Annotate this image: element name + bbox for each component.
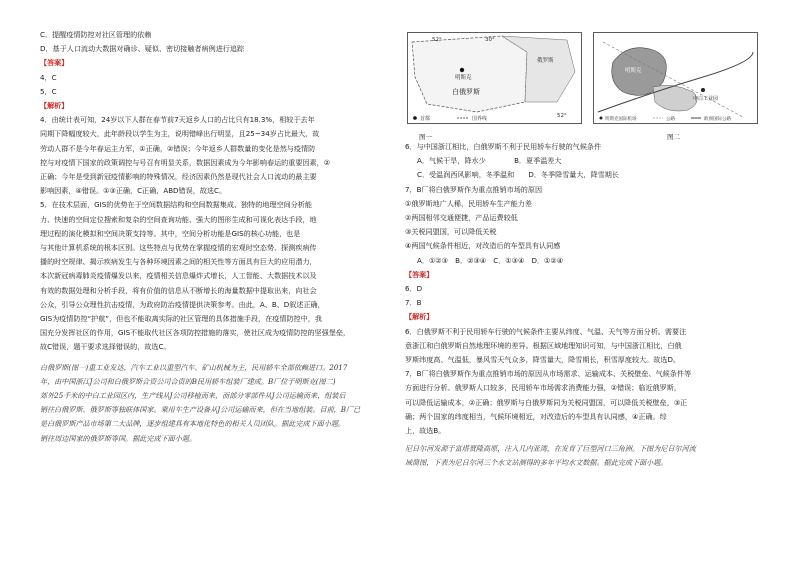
question-7-options: A．①②③ B．②③④ C．①③④ D．①②④ — [417, 255, 564, 265]
belarus-border — [412, 36, 527, 112]
analysis-line: 正确；今年是受到新冠疫情影响的特殊情况，经济因素仍然是现代社会人口流动的最主要 — [40, 172, 317, 182]
city-label: 明斯克 — [455, 75, 472, 81]
right-column — [405, 28, 755, 471]
analysis-line: GIS为疫情防控“护航”，但也不能取离实际的社区管理的具体措施手段，在疫情防控中，我 — [40, 314, 322, 324]
airport-dot — [701, 88, 705, 92]
analysis-line: 确；两个国家的纬度相当，气候环境相近，对改造后的车型具有认同感，④正确。综 — [405, 411, 667, 421]
analysis-line: 与其他计算机系统的根本区别。这些特点与优势在掌握疫情的宏观时空态势、探测疾病传 — [40, 243, 317, 253]
park-label: 中白工业园 — [693, 96, 719, 102]
question-6: 6．与中国浙江相比，白俄罗斯不利于民用轿车行驶的气候条件 — [405, 142, 602, 151]
analysis-line: 6．白俄罗斯不利于民用轿车行驶的气候条件主要从纬度、气温、天气等方面分析。需要注 — [405, 326, 687, 336]
passage-line: 白俄罗斯(图一)重工业发达，汽车工业以重型汽车、矿山机械为主，民用轿车全部依赖进口。2017 — [40, 362, 348, 372]
analysis-heading: 【解析】 — [405, 312, 434, 322]
legend-capital-icon — [413, 116, 417, 120]
passage-line: 域简图，下表为尼日尔河三个水文站测得的多年平均水文数据。据此完成下面小题。 — [405, 458, 668, 468]
city-map-label: 明斯克 — [625, 68, 642, 74]
figure-2-map — [593, 32, 758, 124]
question-6-options-ab: A．气候干旱，降水少 B．夏季温差大 — [417, 156, 562, 166]
figure-1-map — [407, 32, 582, 124]
minsk-dot — [460, 68, 464, 72]
option-c: C．提醒疫情防控对社区管理的依赖 — [40, 30, 152, 39]
analysis-line: 影响因素，④错误。①③正确，C正确，ABD错误，故选C。 — [40, 186, 227, 196]
analysis-line: 公众，引导公众理性抗击疫情，为政府防治疫情提供决策参考。由此，A、B、D叙述正确， — [40, 299, 325, 309]
answer-7: 7．B — [405, 298, 422, 308]
question-7-item: ②两国相邻交通便捷，产品运费较低 — [405, 213, 518, 223]
analysis-line: 可以降低运输成本，②正确；俄罗斯与白俄罗斯同为关税同盟国，可以降低关税壁垒，③正 — [405, 397, 688, 407]
analysis-line: 7．B厂将白俄罗斯作为重点推销市场的原因从市场需求、运输成本、关税壁垒、气候条件等 — [405, 369, 692, 379]
country-label: 白俄罗斯 — [452, 88, 480, 96]
passage-line: 销往白俄罗斯、俄罗斯等独联体国家。乘用车生产设备从J公司运输而来，但在当地组装。目前，B厂已 — [40, 405, 361, 415]
analysis-line: 意浙江和白俄罗斯自然地理环境的差异。根据区域地理知识可知，与中国浙江相比，白俄 — [405, 340, 682, 350]
lon-top-label: 30° — [485, 37, 495, 43]
passage-line: 尼日尔河发源于富塔贾隆高原，注入几内亚湾，在发育了巨型河口三角洲。下图为尼日尔河流 — [405, 444, 696, 454]
neighbor-label: 俄罗斯 — [537, 58, 554, 64]
question-7-item: ①俄罗斯地广人稀，民用轿车生产能力差 — [405, 198, 532, 208]
analysis-line: 同期下降幅度较大，此年龄段以学生为主，说明错峰出行明显，且25~34岁占比最大，故 — [40, 129, 320, 139]
passage-line: 郊外25千米的中白工业园区内，生产线从J公司移植而来，而部分零部件从J公司运输而来，组装后 — [40, 391, 346, 401]
analysis-line: 上，故选B。 — [405, 426, 446, 436]
analysis-line: 播的时空规律、揭示疾病发生与各种环境因素之间的相关性等方面具有巨大的应用潜力， — [40, 257, 317, 267]
option-d: D．基于人口流动大数据对确诊、疑似、密切接触者病例进行追踪 — [40, 44, 245, 54]
answer-heading: 【答案】 — [40, 58, 69, 68]
figures-area — [405, 28, 755, 140]
legend-border-label: 国界线 — [472, 116, 488, 122]
analysis-line: 劳动人群不是今年春运主力军，①正确，②错误；今年返乡人群数量的变化是然与疫情防 — [40, 143, 316, 153]
answer-4: 4．C — [40, 72, 57, 82]
left-column — [40, 28, 390, 446]
question-7: 7．B厂将白俄罗斯作为重点推销市场的原因 — [405, 184, 543, 194]
legend-rail-label: 欧洲国际公路 — [704, 117, 731, 122]
analysis-line: 本次新冠病毒肺炎疫情爆发以来，疫情相关信息爆炸式增长，人工智能、大数据技术以及 — [40, 271, 317, 281]
question-6-options-cd: C．受温润西风影响，冬季温和 D．冬季降雪量大，降雪期长 — [417, 170, 619, 180]
analysis-line: 有效的数据处理和分析手段，将有价值的信息从不断增长的海量数据中提取出来，向社会 — [40, 285, 317, 295]
lat-top-label: 52° — [432, 37, 442, 43]
analysis-line: 罗斯纬度高、气温低，暴风雪天气众多，降雪量大，降雪期长，积雪厚度较大。故选D。 — [405, 355, 681, 365]
passage-line: 销往周边国家的俄罗斯等国。据此完成下面小题。 — [40, 433, 197, 443]
figure-2-caption: 图二 — [667, 133, 680, 141]
legend-capital-label: 首都 — [420, 116, 431, 122]
analysis-line: 5．在技术层面，GIS的优势在于空间数据结构和空间数据集成、独特的地理空间分析能 — [40, 200, 312, 210]
analysis-line: 4．由统计表可知，24岁以下人群在春节前7天返乡人口的占比只有18.3%，相较于去年 — [40, 115, 315, 125]
analysis-heading: 【解析】 — [40, 101, 69, 111]
analysis-line: 故C错误，题干要求选择错误的，故选C。 — [40, 342, 171, 352]
legend-airport-icon — [600, 117, 603, 120]
passage-line: 年，由中国浙江J公司和白俄罗斯合资公司合资的B民用轿车组装厂建成。B厂位于明斯克(图二) — [40, 376, 336, 386]
question-7-item: ④两国气候条件相近，对改造后的车型具有认同感 — [405, 241, 561, 251]
legend-airport-label: 明斯克国际机场 — [605, 117, 637, 122]
analysis-line: 控与对疫情下国家的政策调控与号召有明显关系，数据因素成为今年影响春运的重要因素，② — [40, 157, 331, 167]
answer-6: 6．D — [405, 284, 423, 294]
answer-heading: 【答案】 — [405, 269, 434, 279]
passage-line: 是白俄罗斯产品市场第二大品牌，逐步组建具有本地化特色的相关人员团队。据此完成下面小题。 — [40, 419, 346, 429]
legend-road-label: 公路 — [666, 117, 675, 122]
analysis-line: 力、快速的空间定位搜索和复杂的空间查询功能、强大的图形生成和可视化表达手段，地 — [40, 214, 317, 224]
analysis-line: 理过程的演化模拟和空间决策支持等。其中，空间分析功能是GIS的核心功能，也是 — [40, 228, 301, 238]
analysis-line: 方面进行分析。俄罗斯人口较多，民用轿车市场需求消费能力强，②错误；临近俄罗斯， — [405, 383, 681, 393]
analysis-line: 国充分发挥社区的作用，GIS不能取代社区各项防控措施的落实，使社区成为疫情防控的坚强堡垒， — [40, 328, 351, 338]
question-7-item: ③关税同盟国，可以降低关税 — [405, 227, 497, 237]
answer-5: 5．C — [40, 86, 57, 96]
lat-bottom-label: 52° — [557, 113, 567, 119]
figure-1-caption: 图一 — [419, 133, 432, 141]
